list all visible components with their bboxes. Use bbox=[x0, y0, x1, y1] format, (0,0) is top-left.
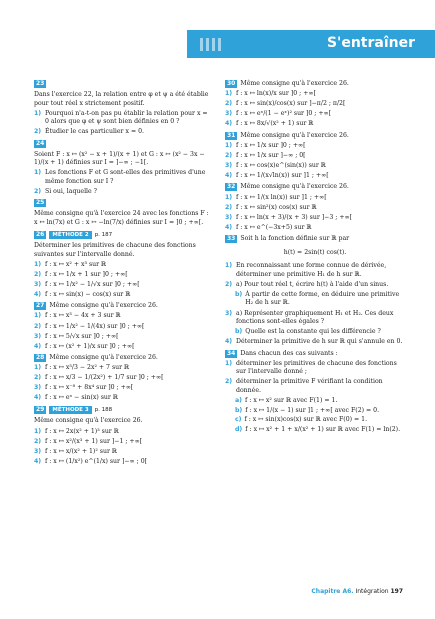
question-number: 2) bbox=[225, 151, 233, 159]
question bbox=[225, 194, 405, 203]
question bbox=[225, 338, 405, 347]
question-text: Étudier le cas particulier x = 0. bbox=[45, 128, 144, 136]
question-text: f : x ↦ 1/x sur ]0 ; +∞[ bbox=[236, 141, 306, 149]
question-number: b) bbox=[235, 328, 243, 336]
exercise-header bbox=[34, 406, 212, 426]
question-text: déterminer les primitives de chacune des fonctions sur l'intervalle donné ; bbox=[236, 359, 397, 376]
banner-stripe bbox=[206, 38, 209, 51]
question-number: 4) bbox=[225, 223, 233, 231]
question-text: f : x ↦ eˣ/(1 − eˣ)² sur ]0 ; +∞[ bbox=[236, 110, 332, 118]
question bbox=[34, 169, 212, 186]
exercise-statement: Dans chacun des cas suivants : bbox=[240, 349, 338, 357]
question bbox=[34, 312, 212, 321]
method-page-ref: p. 187 bbox=[94, 231, 113, 238]
question-number: 1) bbox=[225, 359, 233, 367]
exercise-header bbox=[34, 231, 212, 260]
question-text: Quelle est la constante qui les différencie ? bbox=[245, 328, 381, 336]
question-text: f : x ↦ x/(x² + 1)² sur ℝ bbox=[45, 447, 118, 455]
question bbox=[34, 291, 212, 300]
exercise-number: 29 bbox=[36, 405, 45, 413]
question-number: 2) bbox=[225, 203, 233, 211]
question-text: f : x ↦ 1/(x ln(x)) sur ]1 ; +∞[ bbox=[236, 193, 327, 201]
banner-stripe bbox=[218, 38, 221, 51]
question-text: f : x ↦ ln(x + 3)/(x + 3) sur ]−3 ; +∞[ bbox=[236, 213, 353, 221]
question-number: 3) bbox=[225, 309, 233, 317]
question-text: À partir de cette forme, en déduire une primitive H₂ de h sur ℝ. bbox=[245, 290, 400, 307]
question-text: f : x ↦ x² + x³ sur ℝ bbox=[45, 260, 107, 268]
question-text: f : x ↦ 8x/√(x² + 1) sur ℝ bbox=[236, 120, 314, 128]
question-text: f : x ↦ x² + 1 + x/(x² + 1) sur ℝ avec F(1) = ln(2). bbox=[245, 425, 401, 433]
question-number: 4) bbox=[225, 120, 233, 128]
question-text: f : x ↦ 1/x sur ]−∞ ; 0[ bbox=[236, 151, 306, 159]
exercise bbox=[225, 132, 405, 181]
question-number: 4) bbox=[225, 338, 233, 346]
question-number: 2) bbox=[34, 322, 42, 330]
question-number: 2) bbox=[34, 187, 42, 195]
question bbox=[34, 448, 212, 457]
exercise-number: 28 bbox=[36, 354, 45, 362]
page-footer bbox=[311, 588, 403, 596]
method-badge: MÉTHODE 3 bbox=[49, 406, 91, 414]
exercise-number: 34 bbox=[227, 349, 236, 357]
question-text: f : x ↦ 1/(x − 1) sur ]1 ; +∞[ avec F(2) = 0. bbox=[245, 406, 380, 414]
question-text: f : x ↦ 1/x² − 1/(4x) sur ]0 ; +∞[ bbox=[45, 322, 145, 330]
exercise-statement: Dans l'exercice 22, la relation entre φ et ψ a été établie pour tout réel x strictement positif. bbox=[34, 91, 209, 107]
question-text: f : x ↦ x³ − 4x + 3 sur ℝ bbox=[45, 312, 121, 320]
exercise-number: 31 bbox=[227, 131, 236, 139]
exercise bbox=[225, 80, 405, 129]
question-text: a) Représenter graphiquement H₁ et H₂. Ces deux fonctions sont-elles égales ? bbox=[236, 309, 394, 326]
sub-question bbox=[225, 291, 405, 308]
exercise bbox=[34, 80, 212, 137]
question-text: a) Pour tout réel t, écrire h(t) à l'aide d'un sinus. bbox=[236, 280, 389, 288]
question bbox=[34, 384, 212, 393]
question-number: 4) bbox=[34, 342, 42, 350]
page-title: S'entraîner bbox=[326, 35, 415, 51]
question-number: c) bbox=[235, 416, 242, 424]
question-text: f : x ↦ sin(x) − cos(x) sur ℝ bbox=[45, 290, 131, 298]
question-text: Les fonctions F et G sont-elles des primitives d'une même fonction sur I ? bbox=[45, 169, 206, 185]
right-column bbox=[225, 80, 405, 437]
question-number: 3) bbox=[34, 447, 42, 455]
method-page-ref: p. 188 bbox=[94, 406, 113, 413]
question-number: 3) bbox=[34, 280, 42, 288]
left-column bbox=[34, 80, 212, 469]
exercise-header bbox=[34, 140, 212, 168]
exercise bbox=[34, 354, 212, 403]
question bbox=[225, 120, 405, 129]
question-number: 1) bbox=[225, 193, 233, 201]
exercise-number: 27 bbox=[36, 302, 45, 310]
question-number: 1) bbox=[34, 260, 42, 268]
question-text: f : x ↦ sin(x)/cos(x) sur ]−π/2 ; π/2[ bbox=[236, 100, 346, 108]
exercise-header bbox=[34, 302, 212, 311]
question-number: 1) bbox=[34, 427, 42, 435]
question-number: 1) bbox=[34, 169, 42, 177]
question bbox=[34, 188, 212, 197]
exercise bbox=[34, 140, 212, 197]
question-number: 1) bbox=[225, 90, 233, 98]
exercise-statement: Même consigne qu'à l'exercice 26. bbox=[240, 131, 349, 139]
exercise bbox=[34, 302, 212, 351]
question bbox=[225, 378, 405, 395]
question-text: f : x ↦ x² sur ℝ avec F(1) = 1. bbox=[245, 396, 338, 404]
page-number: 197 bbox=[390, 588, 403, 595]
question-number: 4) bbox=[34, 290, 42, 298]
question-number: 1) bbox=[34, 312, 42, 320]
question-text: f : x ↦ x⁻⁸ + 8x⁴ sur ]0 ; +∞[ bbox=[45, 384, 134, 392]
question-text: f : x ↦ x²/(x³ + 1) sur ]−1 ; +∞[ bbox=[45, 437, 143, 445]
exercise-statement: Soit h la fonction définie sur ℝ par bbox=[240, 235, 350, 243]
question-number: 2) bbox=[225, 378, 233, 386]
sub-question bbox=[225, 397, 405, 406]
question-text: f : x ↦ 5/√x sur ]0 ; +∞[ bbox=[45, 332, 119, 340]
question-text: f : x ↦ eˣ − sin(x) sur ℝ bbox=[45, 394, 118, 402]
question bbox=[225, 162, 405, 171]
exercise-statement: Même consigne qu'à l'exercice 26. bbox=[240, 183, 349, 191]
exercise-statement: Même consigne qu'à l'exercice 24 avec les fonctions F : x ↦ ln(7x) et G : x ↦ −ln(7/x) définies sur I = ]0 ; +∞[. bbox=[34, 210, 209, 227]
question bbox=[225, 204, 405, 213]
question bbox=[225, 100, 405, 109]
footer-title: Intégration bbox=[355, 588, 389, 595]
question-text: déterminer la primitive F vérifiant la condition donnée. bbox=[236, 378, 383, 394]
exercise-number: 32 bbox=[227, 183, 236, 191]
question-number: 2) bbox=[34, 437, 42, 445]
exercise-number: 24 bbox=[36, 139, 45, 147]
question bbox=[225, 172, 405, 181]
question-text: f : x ↦ x/3 − 1/(2x²) + 1/7 sur ]0 ; +∞[ bbox=[45, 374, 164, 382]
question-number: a) bbox=[235, 396, 243, 404]
question-text: f : x ↦ x³/3 − 2x² + 7 sur ℝ bbox=[45, 364, 130, 372]
question-text: f : x ↦ 2x(x² + 1)³ sur ℝ bbox=[45, 427, 119, 435]
question-number: 2) bbox=[225, 280, 233, 288]
exercise-header bbox=[225, 132, 405, 141]
question-number: 1) bbox=[34, 109, 42, 117]
exercise-number: 33 bbox=[227, 235, 236, 243]
exercise-statement: Déterminer les primitives de chacune des fonctions suivantes sur l'intervalle donné. bbox=[34, 242, 196, 258]
question bbox=[225, 310, 405, 327]
question-text: Si oui, laquelle ? bbox=[45, 187, 97, 195]
question bbox=[34, 281, 212, 290]
exercise-number: 25 bbox=[36, 199, 45, 207]
question bbox=[34, 438, 212, 447]
question-number: b) bbox=[235, 406, 243, 414]
method-badge: MÉTHODE 2 bbox=[49, 231, 91, 239]
question bbox=[225, 262, 405, 279]
question-text: f : x ↦ sin²(x) cos(x) sur ℝ bbox=[236, 203, 317, 211]
question bbox=[34, 364, 212, 373]
question bbox=[225, 214, 405, 223]
exercise-header bbox=[34, 199, 212, 227]
question-number: 4) bbox=[34, 394, 42, 402]
question-number: 1) bbox=[225, 141, 233, 149]
question-text: Pourquoi n'a-t-on pas pu établir la relation pour x = 0 alors que φ et ψ sont bien définies en 0 ? bbox=[45, 109, 208, 126]
exercise-statement: Soient F : x ↦ (x² − x + 1)/(x + 1) et G : x ↦ (x² − 3x − 1)/(x + 1) définies sur I = ]−∞ ; −1[. bbox=[34, 150, 205, 167]
question bbox=[225, 281, 405, 290]
question bbox=[34, 343, 212, 352]
question bbox=[34, 323, 212, 332]
question-text: f : x ↦ 1/x + 1 sur ]0 ; +∞[ bbox=[45, 270, 128, 278]
question-number: 1) bbox=[225, 262, 233, 270]
question-text: f : x ↦ e^(−3x+5) sur ℝ bbox=[236, 223, 312, 231]
exercise-header bbox=[225, 183, 405, 192]
question-number: 4) bbox=[225, 171, 233, 179]
question bbox=[34, 333, 212, 342]
exercise-statement: Même consigne qu'à l'exercice 26. bbox=[49, 302, 158, 310]
question-number: 3) bbox=[34, 332, 42, 340]
question bbox=[34, 128, 212, 137]
question-text: f : x ↦ sin(x)cos(x) sur ℝ avec F(0) = 1. bbox=[244, 416, 368, 424]
equation: h(t) = 2sin(t) cos(t). bbox=[283, 248, 347, 256]
exercise-header bbox=[225, 350, 405, 359]
exercise-header bbox=[225, 80, 405, 89]
banner-stripe bbox=[200, 38, 203, 51]
question-number: 3) bbox=[34, 384, 42, 392]
question-text: f : x ↦ cos(x)e^(sin(x)) sur ℝ bbox=[236, 161, 326, 169]
question bbox=[34, 374, 212, 383]
question bbox=[225, 90, 405, 99]
exercise-number: 26 bbox=[36, 230, 45, 238]
question-text: Déterminer la primitive de h sur ℝ qui s'annule en 0. bbox=[236, 338, 403, 346]
question-number: 2) bbox=[34, 270, 42, 278]
question bbox=[34, 394, 212, 403]
question bbox=[34, 261, 212, 270]
exercise bbox=[225, 235, 405, 347]
question-text: En reconnaissant une forme connue de dérivée, déterminer une primitive H₁ de h sur ℝ. bbox=[236, 262, 387, 278]
exercise-statement: Même consigne qu'à l'exercice 26. bbox=[49, 354, 158, 362]
banner-stripe bbox=[212, 38, 215, 51]
exercise-header bbox=[34, 354, 212, 363]
exercise bbox=[34, 406, 212, 466]
exercise-header bbox=[225, 235, 405, 244]
sub-question bbox=[225, 328, 405, 337]
exercise bbox=[34, 231, 212, 300]
question-text: f : x ↦ ln(x)/x sur ]0 ; +∞[ bbox=[236, 90, 316, 98]
exercise-statement: Même consigne qu'à l'exercice 26. bbox=[34, 417, 143, 425]
question-number: 4) bbox=[34, 457, 42, 465]
question bbox=[225, 142, 405, 151]
question bbox=[225, 360, 405, 377]
question-number: d) bbox=[235, 425, 243, 433]
question-number: 3) bbox=[225, 161, 233, 169]
sub-question bbox=[225, 407, 405, 416]
exercise bbox=[225, 350, 405, 434]
footer-chapter: Chapitre A6. bbox=[311, 588, 354, 595]
sub-question bbox=[225, 416, 405, 425]
question-number: b) bbox=[235, 290, 243, 298]
question bbox=[225, 152, 405, 161]
sub-question bbox=[225, 426, 405, 435]
question bbox=[225, 110, 405, 119]
exercise bbox=[34, 199, 212, 227]
question bbox=[34, 110, 212, 127]
question-number: 1) bbox=[34, 364, 42, 372]
question bbox=[34, 271, 212, 280]
question-number: 2) bbox=[34, 128, 42, 136]
question-number: 2) bbox=[225, 100, 233, 108]
question-text: f : x ↦ (1/x²) e^(1/x) sur ]−∞ ; 0[ bbox=[45, 457, 148, 465]
question-text: f : x ↦ 1/(x√ln(x)) sur ]1 ; +∞[ bbox=[236, 171, 329, 179]
question-text: f : x ↦ (x² + 1)/x sur ]0 ; +∞[ bbox=[45, 342, 135, 350]
question-text: f : x ↦ 1/x² − 1/√x sur ]0 ; +∞[ bbox=[45, 280, 140, 288]
question-number: 3) bbox=[225, 110, 233, 118]
question-number: 3) bbox=[225, 213, 233, 221]
question bbox=[225, 224, 405, 233]
exercise-header bbox=[34, 80, 212, 108]
question bbox=[34, 458, 212, 467]
question-number: 2) bbox=[34, 374, 42, 382]
exercise-statement: Même consigne qu'à l'exercice 26. bbox=[240, 80, 349, 87]
question bbox=[34, 428, 212, 437]
exercise-number: 30 bbox=[227, 80, 236, 87]
exercise-number: 23 bbox=[36, 80, 45, 87]
exercise bbox=[225, 183, 405, 232]
